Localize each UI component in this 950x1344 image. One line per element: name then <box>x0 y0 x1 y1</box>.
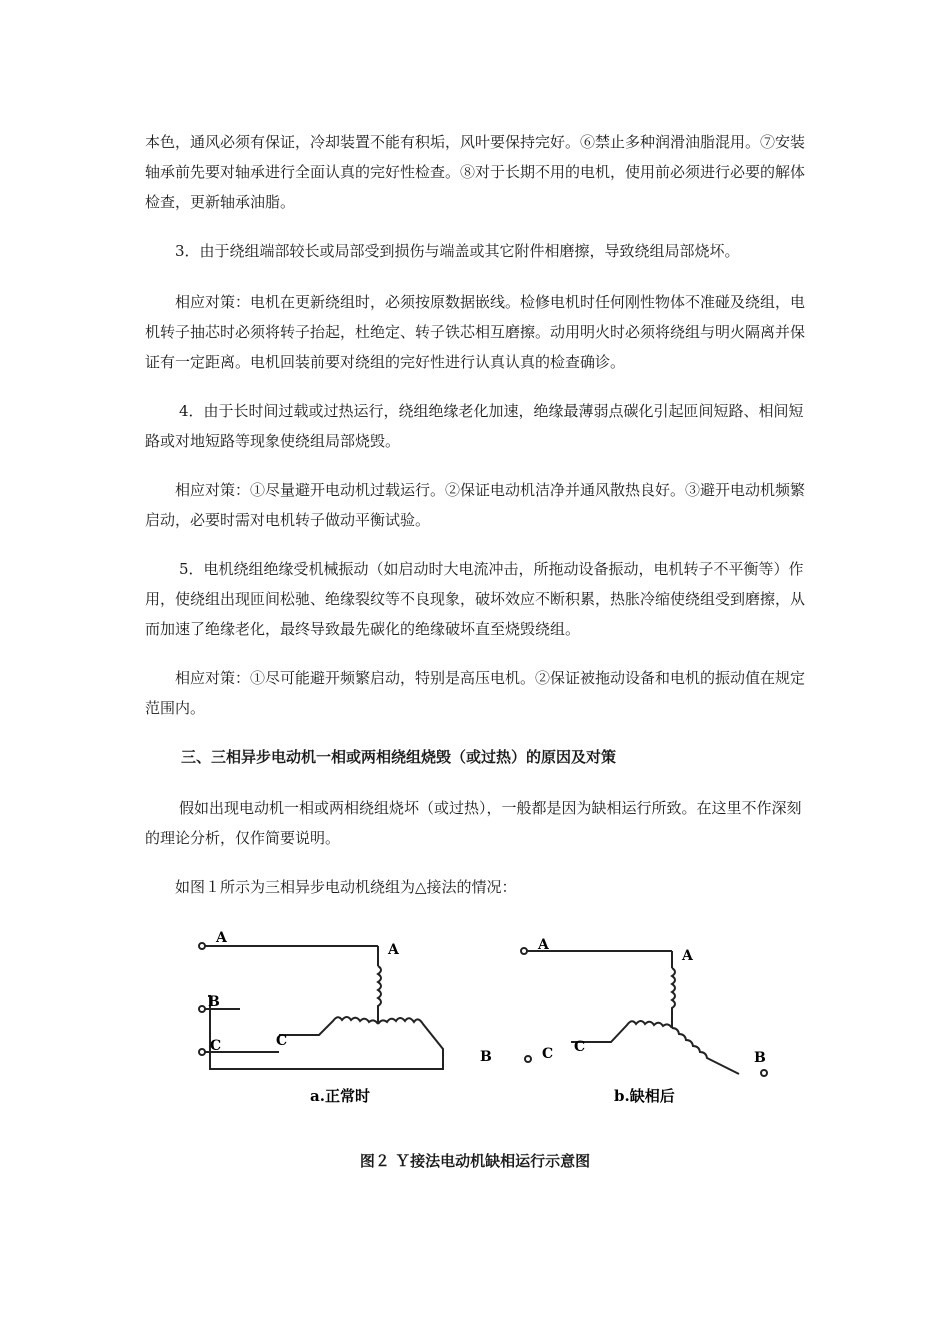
paragraph-countermeasure-5: 相应对策：①尽可能避开频繁启动，特别是高压电机。②保证被拖动设备和电机的振动值在规定范围内。 <box>145 669 806 717</box>
paragraph-cause-5: 5．电机绕组绝缘受机械振动（如启动时大电流冲击，所拖动设备振动，电机转子不平衡等）作用，使绕组出现匝间松驰、绝缘裂纹等不良现象，破坏效应不断积累，热胀冷缩使绕组受到磨擦，从而加速了绝缘老化，最终导致最先碳化的绝缘破坏直至烧毁绕组。 <box>145 560 806 638</box>
paragraph-cause-4: 4．由于长时间过载或过热运行，绕组绝缘老化加速，绝缘最薄弱点碳化引起匝间短路、相间短路或对地短路等现象使绕组局部烧毁。 <box>145 402 804 450</box>
paragraph-bearing-maintenance: 本色，通风必须有保证，冷却装置不能有积垢，风叶要保持完好。⑥禁止多种润滑油脂混用。⑦安装轴承前先要对轴承进行全面认真的完好性检查。⑧对于长期不用的电机，使用前必须进行必要的解体检查，更新轴承油脂。 <box>145 133 806 211</box>
label-winding-c-right: C <box>574 1039 586 1055</box>
label-terminal-b-left: B <box>208 994 220 1010</box>
diagram-normal <box>199 943 443 1069</box>
label-winding-a-right: A <box>682 948 693 964</box>
caption-normal: a.正常时 <box>310 1087 370 1105</box>
label-terminal-a-right: A <box>538 937 549 953</box>
paragraph-figure-reference: 如图１所示为三相异步电动机绕组为△接法的情况： <box>175 878 517 896</box>
label-terminal-c-right: C <box>542 1046 554 1062</box>
label-terminal-a-left: A <box>216 930 227 946</box>
label-terminal-c-left: C <box>210 1038 222 1054</box>
caption-phase-loss: b.缺相后 <box>614 1087 675 1105</box>
figure-caption: 图２ Ｙ接法电动机缺相运行示意图 <box>359 1152 591 1170</box>
diagram-phase-loss <box>521 948 767 1076</box>
label-winding-a-left: A <box>388 942 399 958</box>
paragraph-phase-loss-intro: 假如出现电动机一相或两相绕组烧坏（或过热），一般都是因为缺相运行所致。在这里不作深刻的理论分析，仅作简要说明。 <box>145 799 802 847</box>
label-winding-b-right: B <box>754 1050 766 1066</box>
wiring-diagram-figure <box>180 918 780 1128</box>
paragraph-countermeasure-3: 相应对策：电机在更新绕组时，必须按原数据嵌线。检修电机时任何刚性物体不准碰及绕组，电机转子抽芯时必须将转子抬起，杜绝定、转子铁芯相互磨擦。动用明火时必须将绕组与明火隔离并保证有一定距离。电机回装前要对绕组的完好性进行认真认真的检查确诊。 <box>145 293 806 371</box>
section-heading: 三、三相异步电动机一相或两相绕组烧毁（或过热）的原因及对策 <box>181 748 617 766</box>
label-winding-b-left: B <box>480 1049 492 1065</box>
paragraph-cause-3: 3．由于绕组端部较长或局部受到损伤与端盖或其它附件相磨擦，导致绕组局部烧坏。 <box>175 242 740 260</box>
paragraph-countermeasure-4: 相应对策：①尽量避开电动机过载运行。②保证电动机洁净并通风散热良好。③避开电动机频繁启动，必要时需对电机转子做动平衡试验。 <box>145 481 806 529</box>
label-winding-c-left: C <box>276 1033 288 1049</box>
